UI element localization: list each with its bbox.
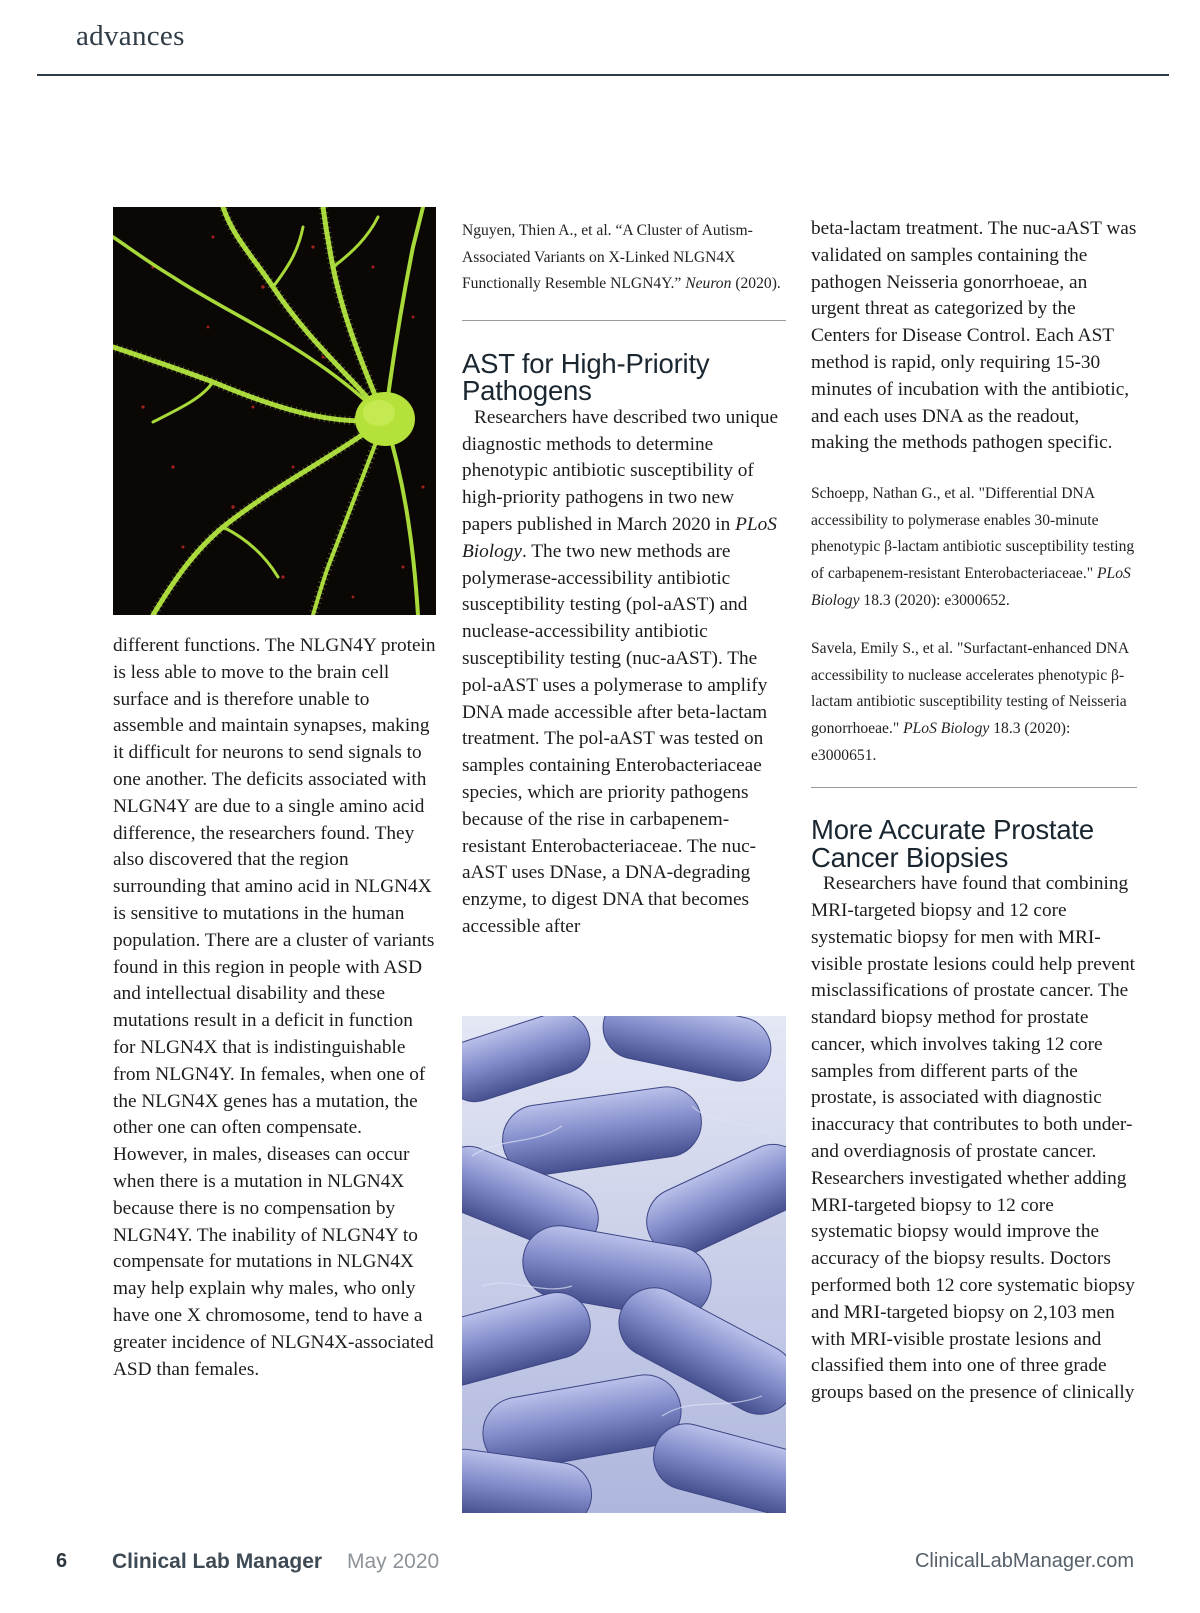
ast-headline: AST for High-Priority Pathogens bbox=[462, 347, 710, 407]
reference-schoepp bbox=[811, 481, 1137, 614]
section-divider bbox=[462, 320, 786, 321]
reference-nguyen-tail: (2020). bbox=[735, 275, 781, 293]
prostate-article-body: Researchers have found that combining MRI-targeted biopsy and 12 core systematic biopsy for men with MRI-visible prostate lesions could help prevent misclassifications of prostate cancer. The standard biopsy method for prostate cancer, which involves taking 12 core samples from different parts of the prostate, is associated with diagnostic inaccuracy that contributes to both under- and overdiagnosis of prostate cancer. Researchers investigated whether adding MRI-targeted biopsy to 12 core systematic biopsy would improve the accuracy of the biopsy results. Doctors performed both 12 core systematic biopsy and MRI-targeted biopsy on 2,103 men with MRI-visible prostate lesions and classified them into one of three grade groups based on the presence of clinically bbox=[811, 873, 1135, 1404]
ast-article-continuation: beta-lactam treatment. The nuc-aAST was validated on samples containing the pathogen Neisseria gonorrhoeae, an urgent threat as categorized by the Centers for Disease Control. Each AST method is rapid, only requiring 15-30 minutes of incubation with the antibiotic, and each uses DNA as the readout, making the methods pathogen specific. bbox=[811, 218, 1137, 454]
bacteria-image bbox=[462, 1016, 786, 1513]
reference-nguyen-journal: Neuron bbox=[685, 275, 732, 293]
nlgn4-article-continuation: different functions. The NLGN4Y protein is less able to move to the brain cell surface and is therefore unable to assemble and maintain synapses, making it difficult for neurons to send signals to one another. The deficits associated with NLGN4Y are due to a single amino acid difference, the researchers found. They also discovered that the region surrounding that amino acid in NLGN4X is sensitive to mutations in the human population. There are a cluster of variants found in this region in people with ASD and intellectual disability and these mutations result in a deficit in function for NLGN4X that is indistinguishable from NLGN4Y. In females, when one of the NLGN4X genes has a mutation, the other one can often compensate. However, in males, diseases can occur when there is a mutation in NLGN4X because there is no compensation by NLGN4Y. The inability of NLGN4Y to compensate for mutations in NLGN4X may help explain why males, who only have one X chromosome, tend to have a greater incidence of NLGN4X-associated ASD than females. bbox=[113, 635, 436, 1380]
reference-savela-journal: PLoS Biology bbox=[903, 719, 990, 737]
page-footer bbox=[0, 1550, 1200, 1580]
reference-savela bbox=[811, 636, 1137, 769]
page-number: 6 bbox=[56, 1550, 68, 1572]
reference-schoepp-tail: 18.3 (2020): e3000652. bbox=[863, 591, 1010, 609]
magazine-name: Clinical Lab Manager bbox=[112, 1550, 323, 1573]
column-1 bbox=[113, 633, 439, 1383]
header-divider bbox=[37, 74, 1169, 76]
reference-schoepp-text: Schoepp, Nathan G., et al. "Differential DNA accessibility to polymerase enables 30-minute phenotypic β-lactam antibiotic susceptibility testing of carbapenem-resistant Enterobacteriaceae." bbox=[811, 485, 1135, 582]
reference-nguyen-text: Nguyen, Thien A., et al. “A Cluster of Autism-Associated Variants on X-Linked NLGN4X Functionally Resemble NLGN4Y.” bbox=[462, 222, 753, 293]
website-url: ClinicalLabManager.com bbox=[914, 1550, 1134, 1572]
ast-body-journal: PLoS Biology bbox=[462, 513, 777, 562]
ast-body-start: Researchers have described two unique diagnostic methods to determine phenotypic antibiotic susceptibility of high-priority pathogens in two new papers published in March 2020 in bbox=[462, 406, 779, 535]
ast-article-body bbox=[462, 405, 786, 941]
issue-date: May 2020 bbox=[347, 1550, 440, 1573]
section-divider bbox=[811, 787, 1137, 788]
column-2 bbox=[462, 218, 786, 941]
neuron-image bbox=[113, 207, 436, 615]
reference-savela-text: Savela, Emily S., et al. "Surfactant-enhanced DNA accessibility to nuclease accelerates phenotypic β-lactam antibiotic susceptibility testing of Neisseria gonorrhoeae." bbox=[811, 640, 1129, 737]
reference-nguyen bbox=[462, 218, 786, 298]
ast-body-end: . The two new methods are polymerase-accessibility antibiotic susceptibility testing (pol-aAST) and nuclease-accessibility antibiotic susceptibility testing (nuc-aAST). The pol-aAST uses a polymerase to amplify DNA made accessible after beta-lactam treatment. The pol-aAST was tested on samples containing Enterobacteriaceae species, which are priority pathogens because of the rise in carbapenem-resistant Enterobacteriaceae. The nuc-aAST uses DNase, a DNA-degrading enzyme, to digest DNA that becomes accessible after bbox=[462, 540, 768, 937]
prostate-headline: More Accurate Prostate Cancer Biopsies bbox=[811, 814, 1094, 873]
column-3 bbox=[811, 216, 1137, 1407]
section-label: advances bbox=[76, 20, 185, 52]
reference-schoepp-journal: PLoS Biology bbox=[811, 564, 1131, 609]
reference-savela-tail: 18.3 (2020): e3000651. bbox=[811, 719, 1071, 764]
